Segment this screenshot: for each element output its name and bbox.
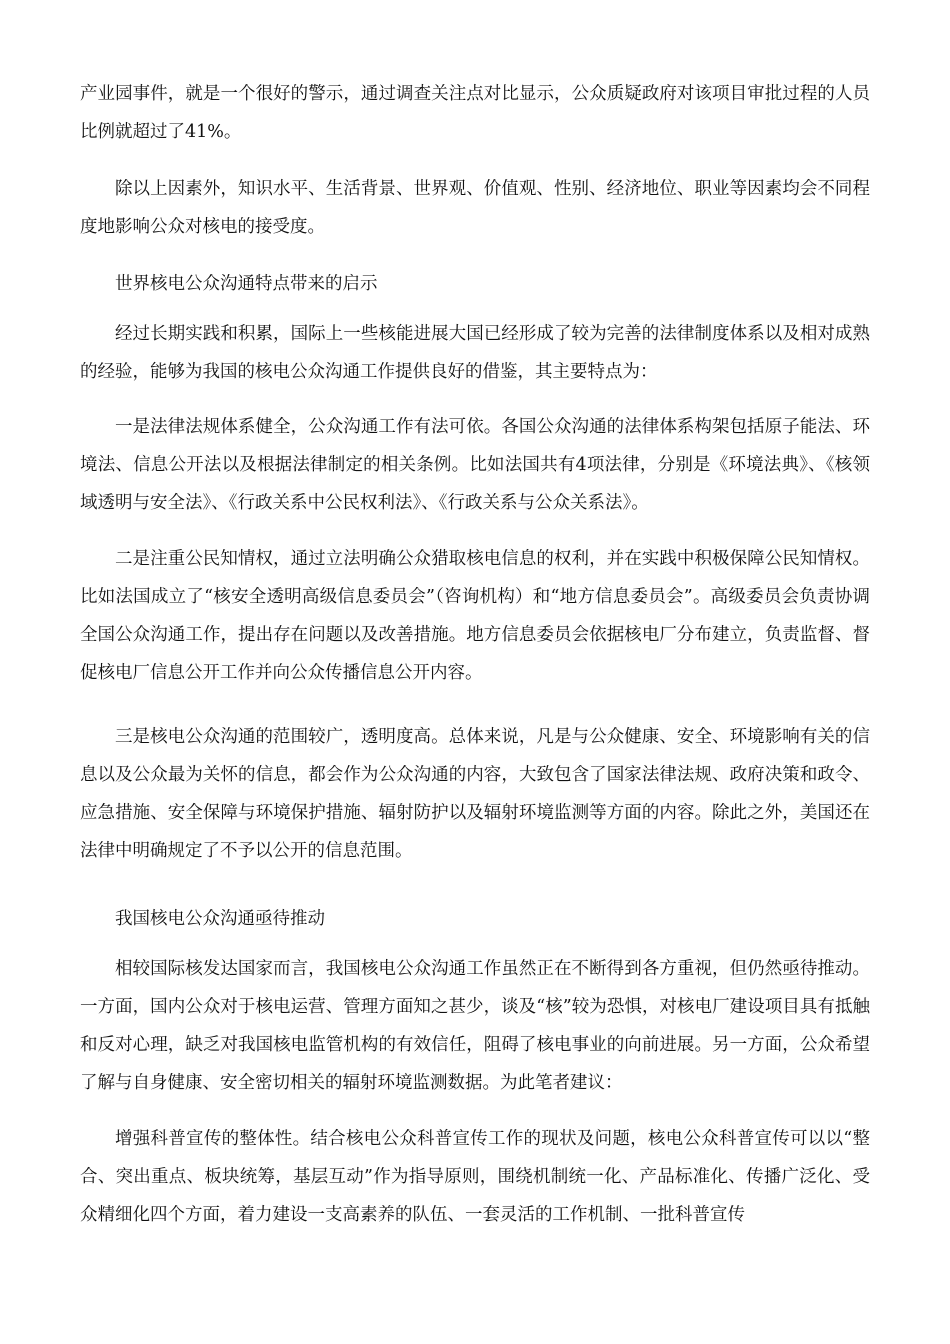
paragraph-communication-scope: 三是核电公众沟通的范围较广，透明度高。总体来说，凡是与公众健康、安全、环境影响有关的信息以及公众最为关怀的信息，都会作为公众沟通的内容，大致包含了国家法律法规、政府决策和政令、应急措施、安全保障与环境保护措施、辐射防护以及辐射环境监测等方面的内容。除此之外，美国还在法律中明确规定了不予以公开的信息范围。 [80,727,870,861]
section-heading-china-communication: 我国核电公众沟通亟待推动 [115,909,325,929]
paragraph-international-experience: 经过长期实践和积累，国际上一些核能进展大国已经形成了较为完善的法律制度体系以及相对成熟的经验，能够为我国的核电公众沟通工作提供良好的借鉴，其主要特点为： [80,324,870,382]
paragraph-other-factors: 除以上因素外，知识水平、生活背景、世界观、价值观、性别、经济地位、职业等因素均会不同程度地影响公众对核电的接受度。 [80,179,870,237]
paragraph-legal-system: 一是法律法规体系健全，公众沟通工作有法可依。各国公众沟通的法律体系构架包括原子能法、环境法、信息公开法以及根据法律制定的相关条例。比如法国共有4项法律，分别是《环境法典》、《核领域透明与安全法》、《行政关系中公民权利法》、《行政关系与公众关系法》。 [80,417,870,513]
paragraph-industrial-park-event: 产业园事件，就是一个很好的警示，通过调查关注点对比显示，公众质疑政府对该项目审批过程的人员比例就超过了41%。 [80,84,870,142]
section-heading-world-experience: 世界核电公众沟通特点带来的启示 [115,274,378,294]
paragraph-science-publicity: 增强科普宣传的整体性。结合核电公众科普宣传工作的现状及问题，核电公众科普宣传可以以“整合、突出重点、板块统筹，基层互动”作为指导原则，围绕机制统一化、产品标准化、传播广泛化、受众精细化四个方面，着力建设一支高素养的队伍、一套灵活的工作机制、一批科普宣传 [80,1129,870,1225]
paragraph-domestic-situation: 相较国际核发达国家而言，我国核电公众沟通工作虽然正在不断得到各方重视，但仍然亟待推动。一方面，国内公众对于核电运营、管理方面知之甚少，谈及“核”较为恐惧，对核电厂建设项目具有抵触和反对心理，缺乏对我国核电监管机构的有效信任，阻碍了核电事业的向前进展。另一方面，公众希望了解与自身健康、安全密切相关的辐射环境监测数据。为此笔者建议： [80,959,870,1093]
paragraph-right-to-know: 二是注重公民知情权，通过立法明确公众猎取核电信息的权利，并在实践中积极保障公民知情权。比如法国成立了“核安全透明高级信息委员会”（咨询机构）和“地方信息委员会”。高级委员会负责协调全国公众沟通工作，提出存在问题以及改善措施。地方信息委员会依据核电厂分布建立，负责监督、督促核电厂信息公开工作并向公众传播信息公开内容。 [80,549,870,683]
